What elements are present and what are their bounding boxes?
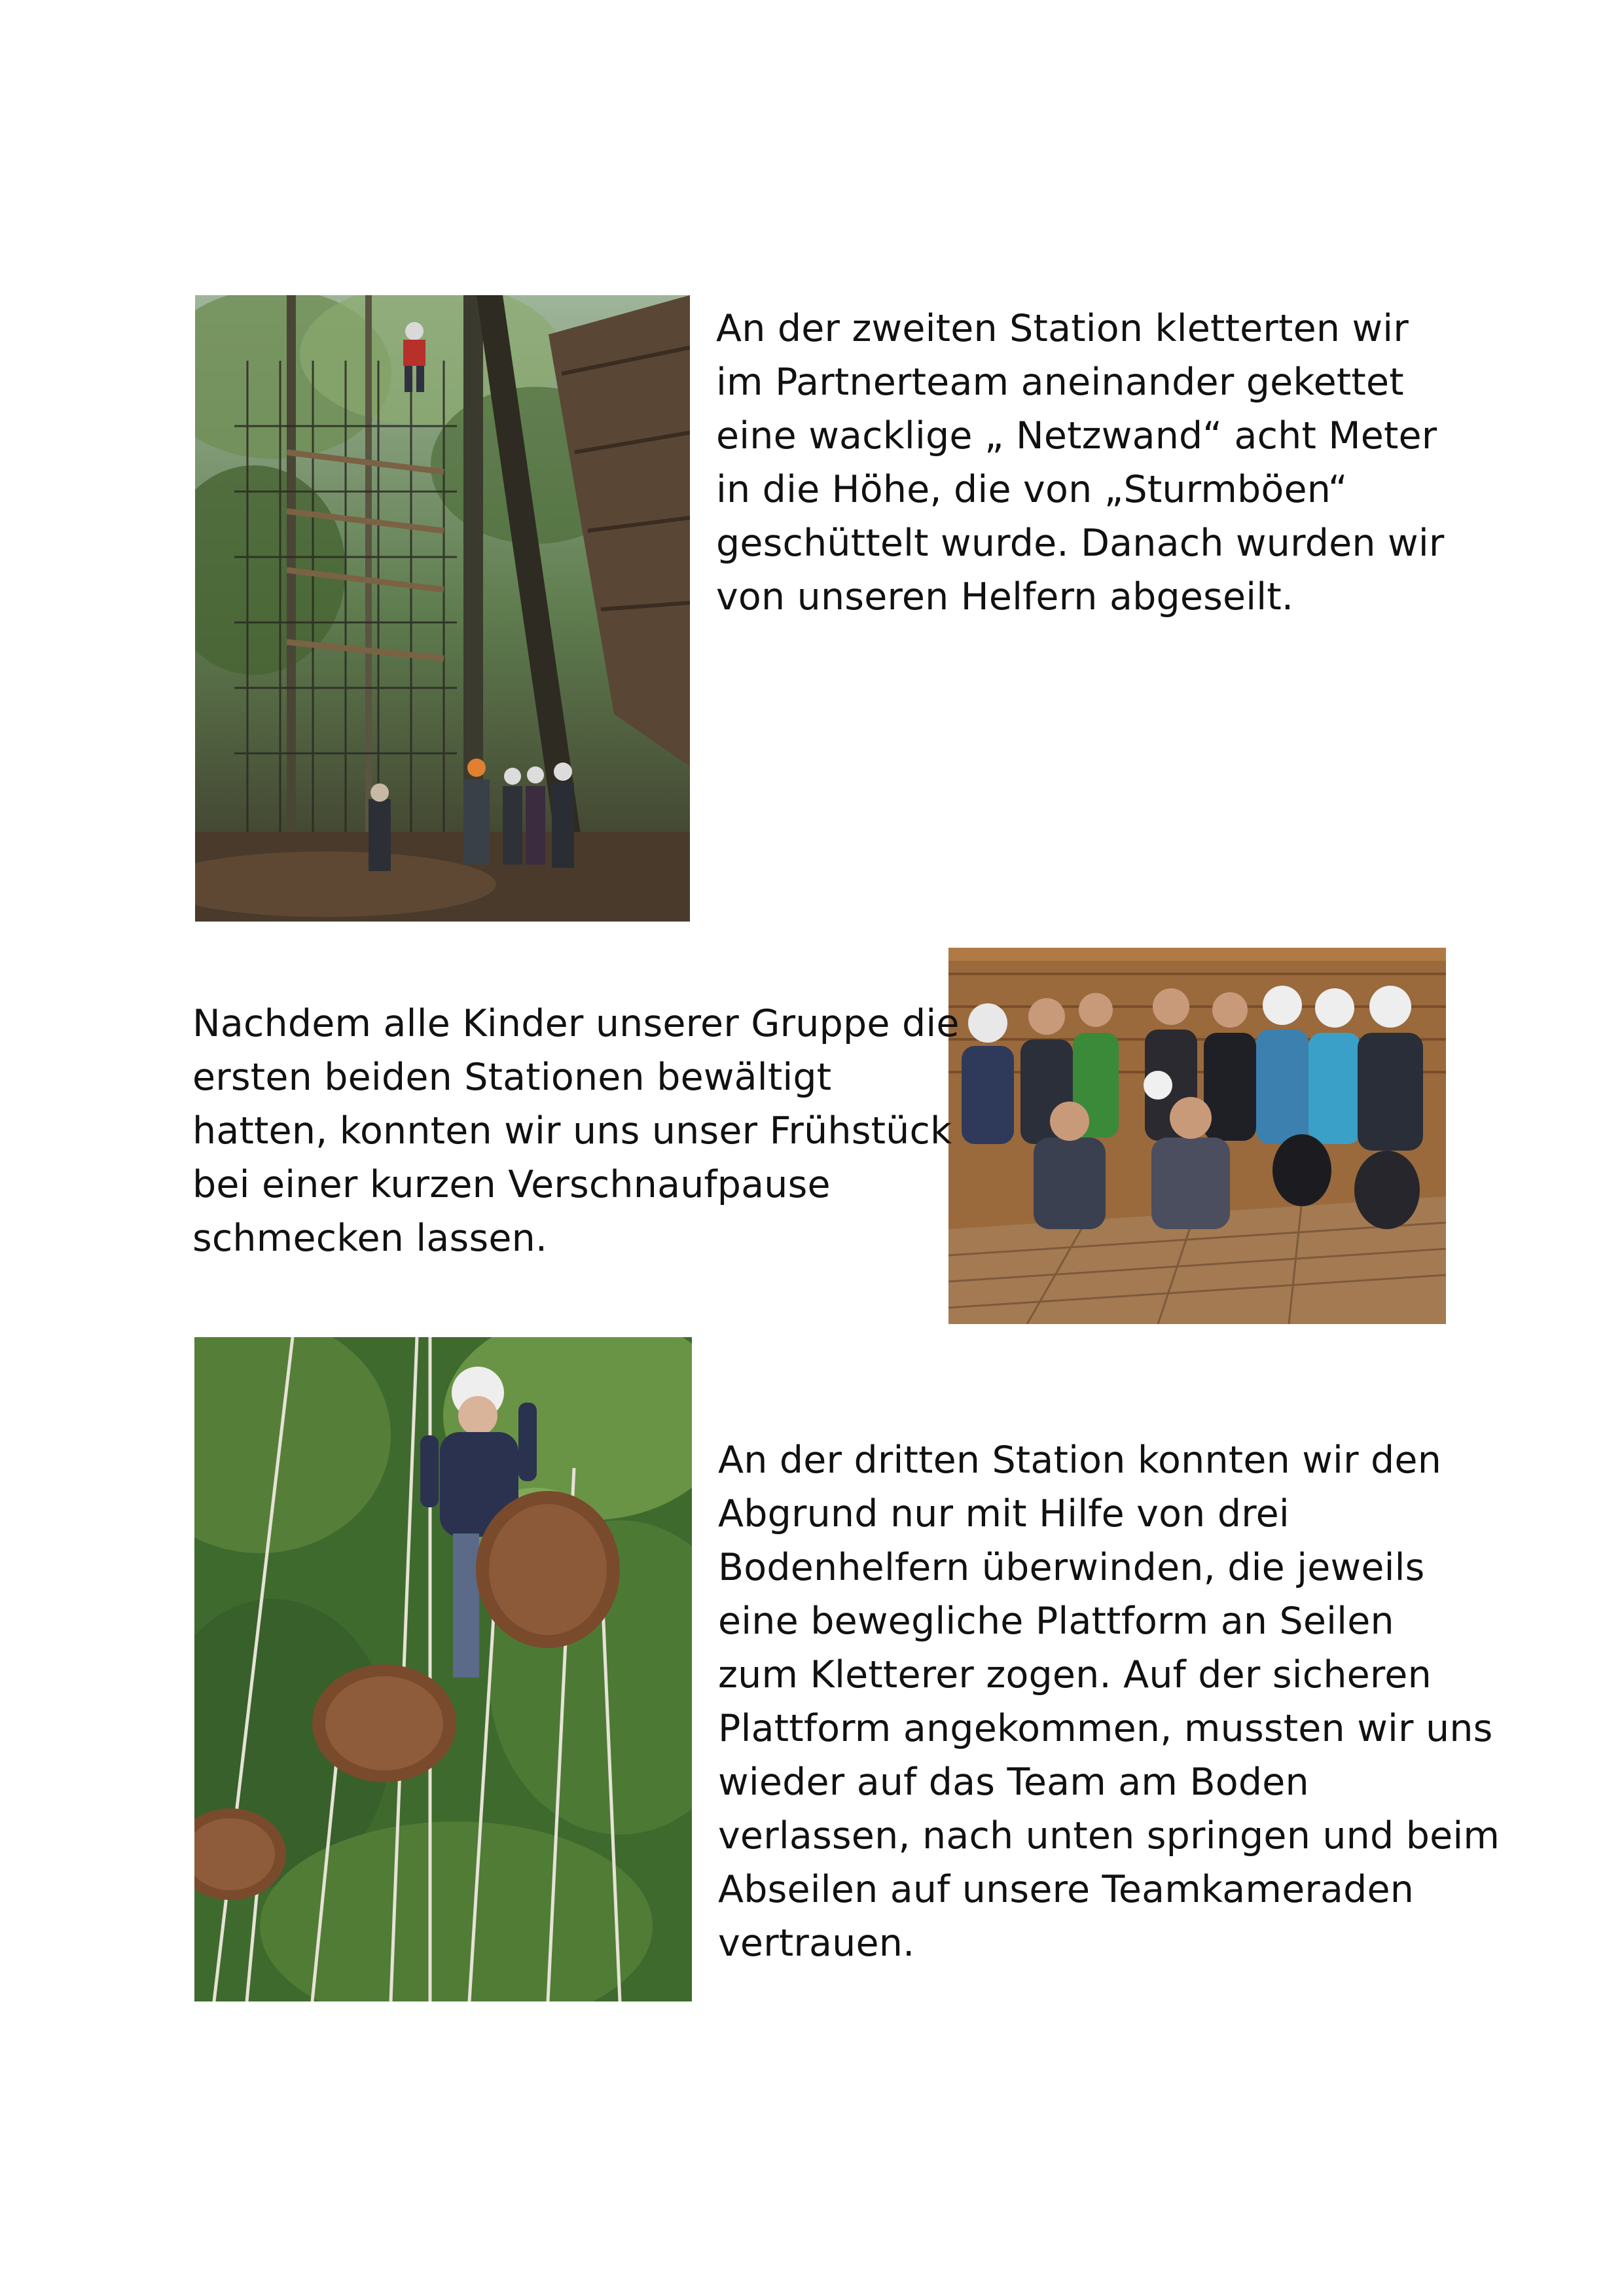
paragraph-third-station xyxy=(718,1433,1500,1970)
text-line: An der dritten Station konnten wir den xyxy=(718,1439,1442,1482)
text-line: verlassen, nach unten springen und beim xyxy=(718,1814,1500,1857)
photo-net-wall-drawing xyxy=(195,295,690,922)
text-line: Nachdem alle Kinder unserer Gruppe die xyxy=(192,1002,960,1045)
text-line: im Partnerteam aneinander gekettet xyxy=(716,361,1404,404)
photo-platform-climber xyxy=(194,1337,692,2001)
text-line: in die Höhe, die von „Sturmböen“ xyxy=(716,468,1348,511)
text-line: eine wacklige „ Netzwand“ acht Meter xyxy=(716,414,1437,457)
text-line: geschüttelt wurde. Danach wurden wir xyxy=(716,522,1445,565)
text-line: Plattform angekommen, mussten wir uns xyxy=(718,1707,1493,1750)
text-line: zum Kletterer zogen. Auf der sicheren xyxy=(718,1653,1432,1696)
paragraph-breakfast xyxy=(192,997,960,1265)
text-line: Abseilen auf unsere Teamkameraden xyxy=(718,1868,1415,1911)
text-line: Abgrund nur mit Hilfe von drei xyxy=(718,1492,1290,1535)
text-line: Bodenhelfern überwinden, die jeweils xyxy=(718,1546,1425,1589)
text-line: schmecken lassen. xyxy=(192,1217,548,1260)
photo-group-break xyxy=(948,948,1446,1324)
text-line: An der zweiten Station kletterten wir xyxy=(716,307,1409,350)
text-line: vertrauen. xyxy=(718,1922,915,1965)
text-line: bei einer kurzen Verschnaufpause xyxy=(192,1163,831,1206)
photo-group-break-drawing xyxy=(948,948,1446,1324)
text-line: ersten beiden Stationen bewältigt xyxy=(192,1056,832,1099)
text-line: wieder auf das Team am Boden xyxy=(718,1761,1309,1804)
photo-net-wall xyxy=(195,295,690,922)
text-line: von unseren Helfern abgeseilt. xyxy=(716,575,1294,619)
text-line: eine bewegliche Plattform an Seilen xyxy=(718,1600,1394,1643)
text-line: hatten, konnten wir uns unser Frühstück xyxy=(192,1109,952,1153)
paragraph-second-station xyxy=(716,302,1445,624)
photo-platform-climber-drawing xyxy=(194,1337,692,2001)
